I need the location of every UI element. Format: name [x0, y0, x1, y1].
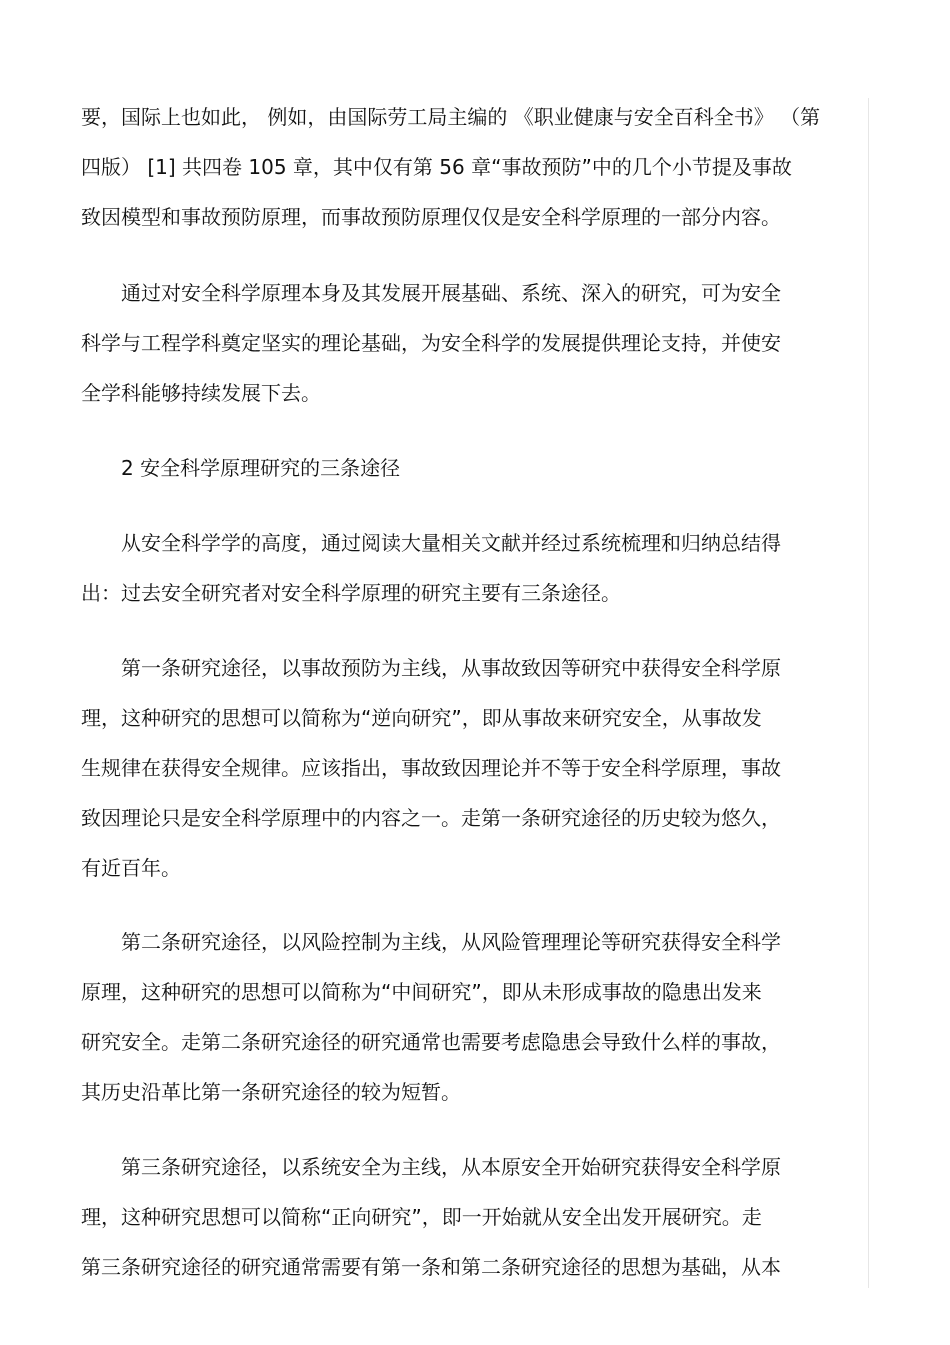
- paragraph-2-line-3: 全学科能够持续发展下去。: [81, 381, 321, 405]
- paragraph-6-line-2: 理，这种研究思想可以简称“正向研究”，即一开始就从安全出发开展研究。走: [81, 1205, 762, 1229]
- paragraph-4-line-2: 理，这种研究的思想可以简称为“逆向研究”，即从事故来研究安全，从事故发: [81, 706, 762, 730]
- paragraph-1-line-3: 致因模型和事故预防原理，而事故预防原理仅仅是安全科学原理的一部分内容。: [81, 205, 781, 229]
- page-edge-divider: [868, 98, 869, 1288]
- paragraph-2-line-1: 通过对安全科学原理本身及其发展开展基础、系统、深入的研究，可为安全: [121, 281, 781, 305]
- paragraph-1-line-2: 四版） [1] 共四卷 105 章，其中仅有第 56 章“事故预防”中的几个小节提及事故: [81, 155, 792, 179]
- paragraph-6-line-3: 第三条研究途径的研究通常需要有第一条和第二条研究途径的思想为基础，从本: [81, 1255, 781, 1279]
- paragraph-3-line-2: 出：过去安全研究者对安全科学原理的研究主要有三条途径。: [81, 581, 621, 605]
- paragraph-1-line-1: 要，国际上也如此， 例如，由国际劳工局主编的 《职业健康与安全百科全书》 （第: [81, 105, 821, 129]
- paragraph-5-line-4: 其历史沿革比第一条研究途径的较为短暂。: [81, 1080, 461, 1104]
- section-heading: 2 安全科学原理研究的三条途径: [121, 456, 401, 480]
- paragraph-3-line-1: 从安全科学学的高度，通过阅读大量相关文献并经过系统梳理和归纳总结得: [121, 531, 781, 555]
- paragraph-5-line-1: 第二条研究途径，以风险控制为主线，从风险管理理论等研究获得安全科学: [121, 930, 781, 954]
- paragraph-5-line-2: 原理，这种研究的思想可以简称为“中间研究”，即从未形成事故的隐患出发来: [81, 980, 762, 1004]
- paragraph-4-line-5: 有近百年。: [81, 856, 181, 880]
- paragraph-6-line-1: 第三条研究途径，以系统安全为主线，从本原安全开始研究获得安全科学原: [121, 1155, 781, 1179]
- paragraph-2-line-2: 科学与工程学科奠定坚实的理论基础，为安全科学的发展提供理论支持，并使安: [81, 331, 781, 355]
- paragraph-5-line-3: 研究安全。走第二条研究途径的研究通常也需要考虑隐患会导致什么样的事故，: [81, 1030, 781, 1054]
- paragraph-4-line-3: 生规律在获得安全规律。应该指出，事故致因理论并不等于安全科学原理，事故: [81, 756, 781, 780]
- paragraph-4-line-1: 第一条研究途径，以事故预防为主线，从事故致因等研究中获得安全科学原: [121, 656, 781, 680]
- paragraph-4-line-4: 致因理论只是安全科学原理中的内容之一。走第一条研究途径的历史较为悠久，: [81, 806, 781, 830]
